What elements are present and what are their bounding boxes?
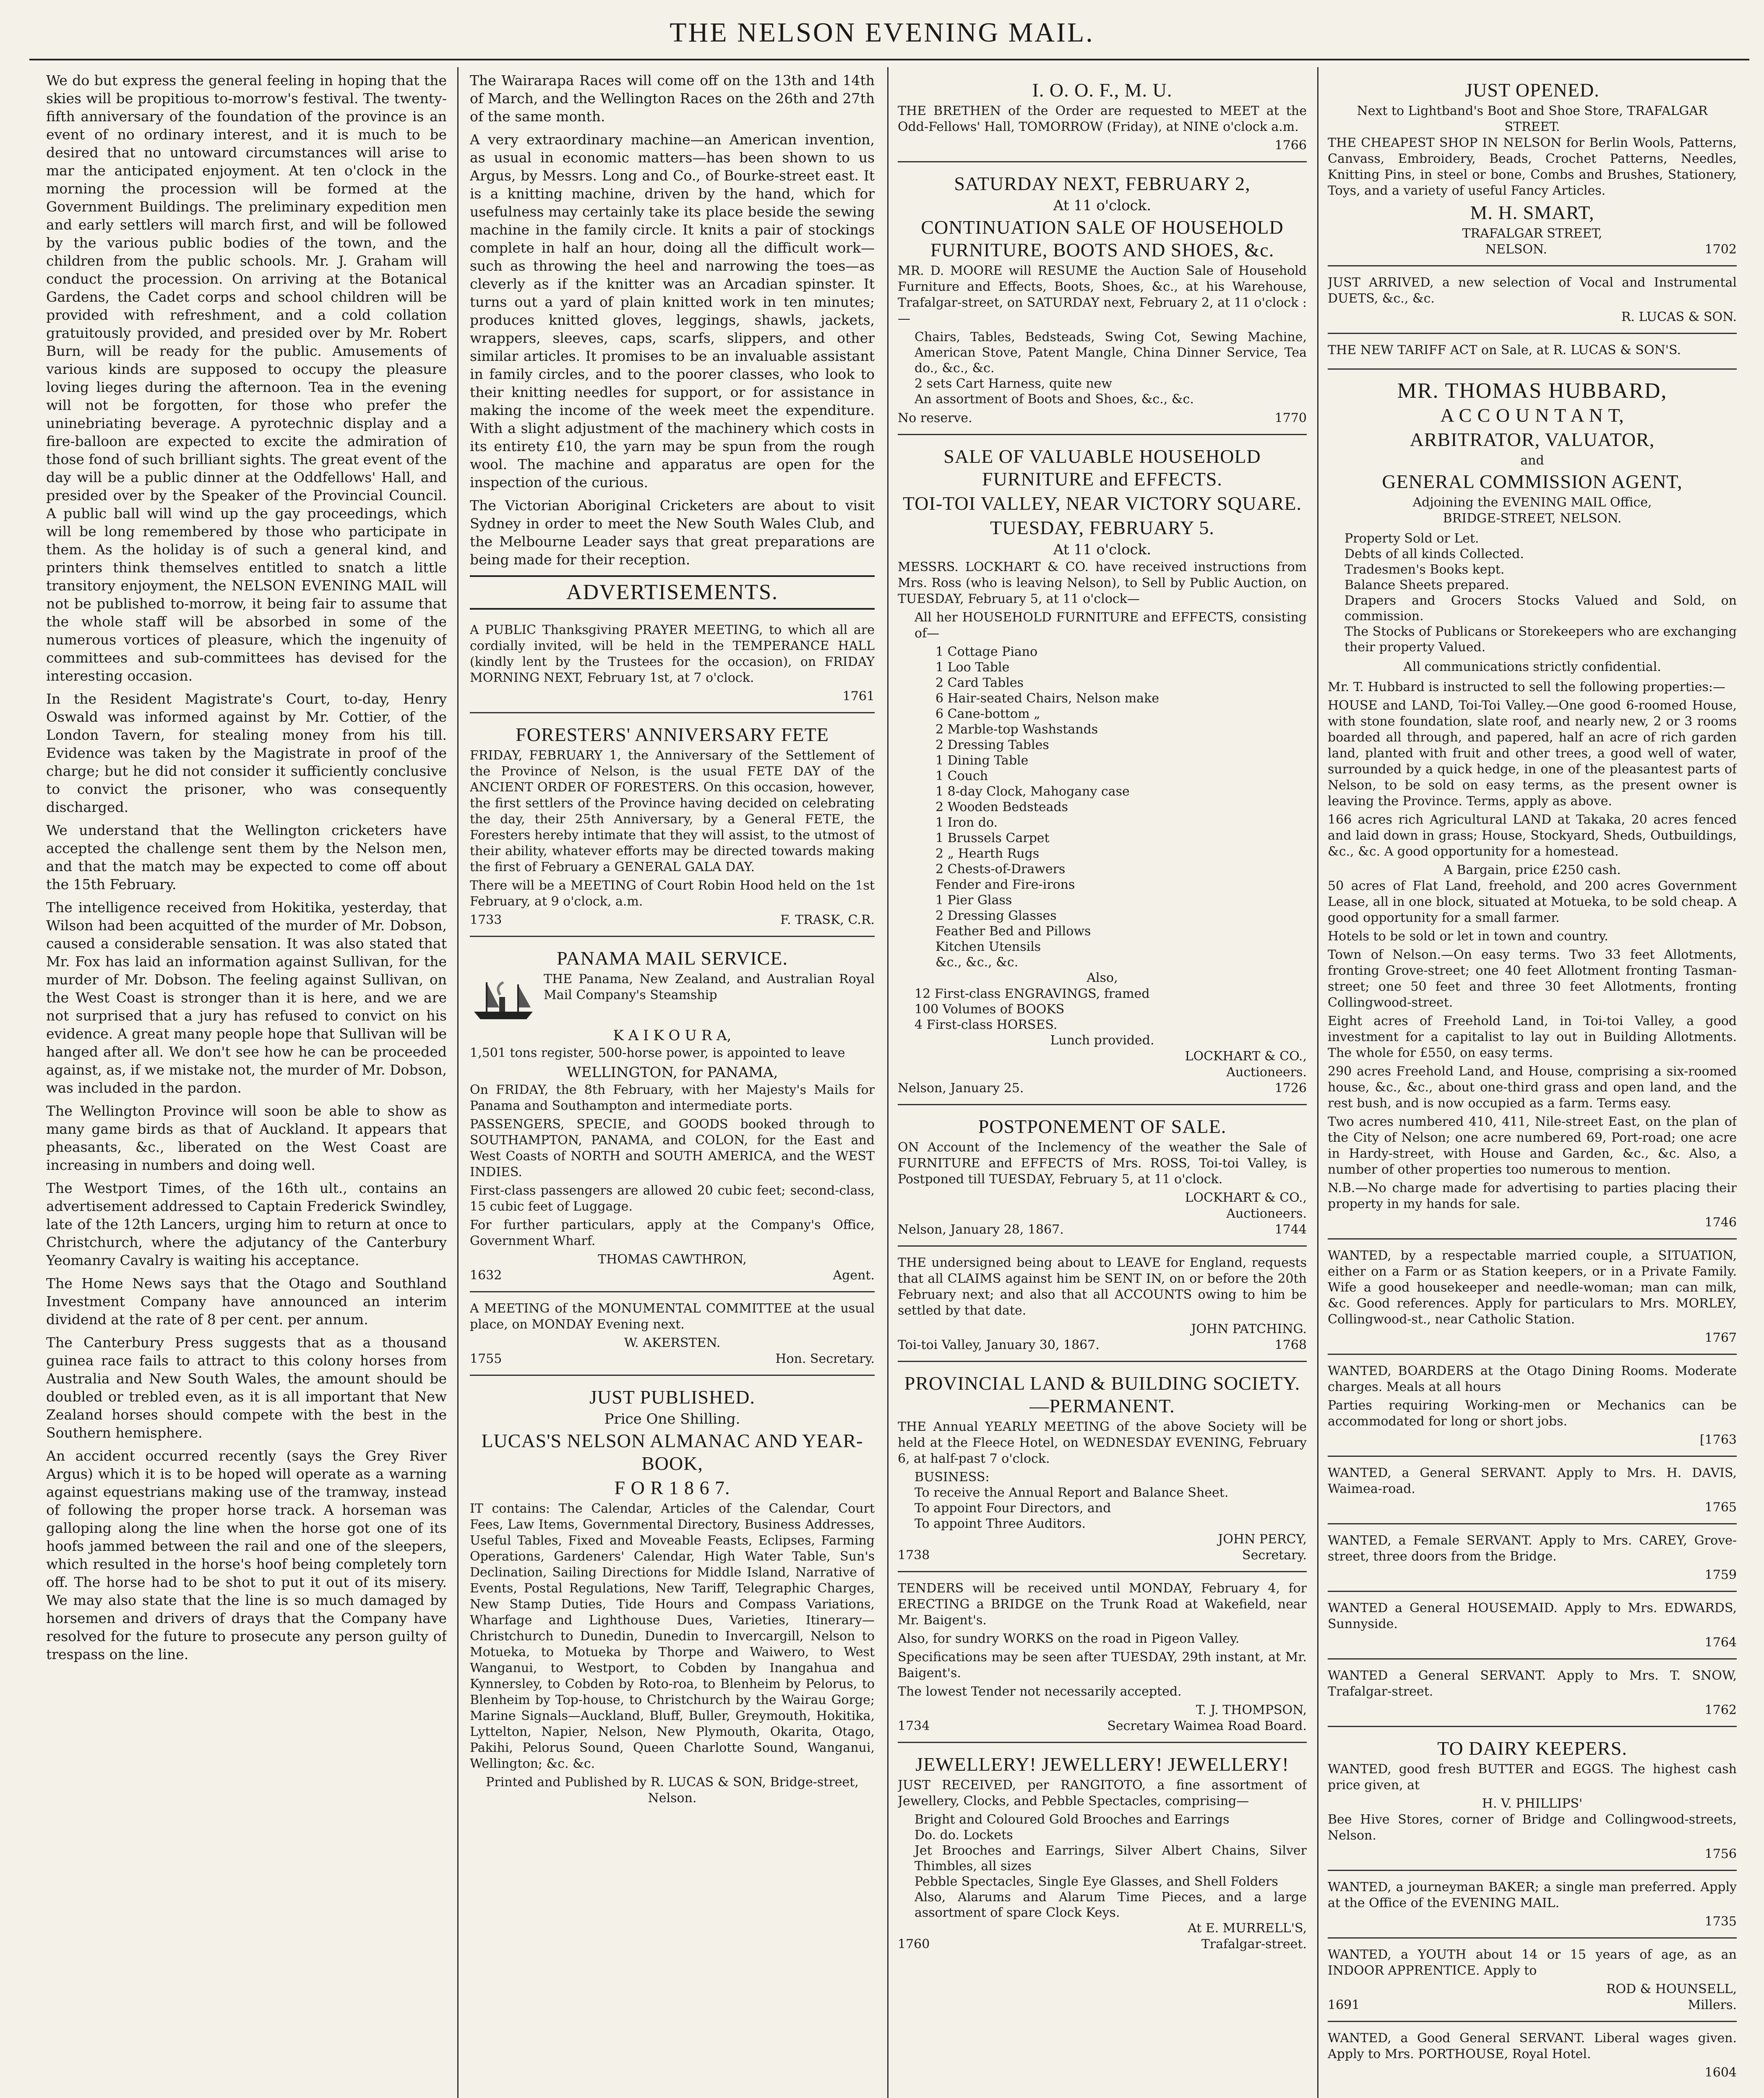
ad-heading: FORESTERS' ANNIVERSARY FETE [516, 724, 829, 745]
news-paragraph: The Wairarapa Races will come off on the 13th and 14th of March, and the Wellington Races on the 26th and 27th of the same month. [470, 72, 875, 125]
ad-role: Secretary Waimea Road Board. [1107, 1719, 1307, 1733]
foresters-ad [470, 716, 875, 937]
ad-body: All her HOUSEHOLD FURNITURE and EFFECTS, consisting of— [915, 610, 1307, 641]
ad-address: BRIDGE-STREET, NELSON. [1443, 511, 1622, 526]
ad-role: Auctioneers. [1226, 1206, 1307, 1221]
route: WELLINGTON, for PANAMA, [566, 1064, 778, 1081]
ad-number: 1702 [1704, 242, 1737, 257]
ad-number: 1767 [1704, 1331, 1737, 1345]
ad-address: Adjoining the EVENING MAIL Office, [1412, 495, 1652, 510]
ad-heading: TOI-TOI VALLEY, NEAR VICTORY SQUARE. [903, 493, 1302, 514]
list-item: Drapers and Grocers Stocks Valued and Sold, on commission. [1344, 593, 1737, 624]
ad-body: Parties requiring Working-men or Mechanics can be accommodated for long or short jobs. [1328, 1398, 1737, 1429]
ad-role: Millers. [1688, 1998, 1737, 2012]
ad-number: 1762 [1704, 1703, 1737, 1717]
list-item: 1 Cottage Piano [935, 645, 1038, 659]
ad-list: Chairs, Tables, Bedsteads, Swing Cot, Sewing Machine, American Stove, Patent Mangle, China Dinner Service, Tea do., &c., &c. [915, 330, 1307, 376]
list-item: Do. do. Lockets [915, 1828, 1013, 1842]
list-item: Property Sold or Let. [1344, 531, 1479, 546]
ad-body: For further particulars, apply at the Company's Office, Government Wharf. [470, 1218, 875, 1248]
ad-body: THE CHEAPEST SHOP IN NELSON for Berlin Wools, Patterns, Canvass, Embroidery, Beads, Crochet Patterns, Needles, Knitting Pins, in steel or bone, Combs and Brushes, Stationery, Toys, and a variety of useful Fancy Articles. [1328, 136, 1737, 198]
ad-body: A MEETING of the MONUMENTAL COMMITTEE at the usual place, on MONDAY Evening next. [470, 1301, 875, 1332]
ad-signature: JOHN PATCHING. [1191, 1322, 1307, 1336]
ad-date: Nelson, January 28, 1867. [898, 1222, 1064, 1237]
masthead-rule [29, 59, 1749, 60]
ad-heading: JUST OPENED. [1465, 79, 1600, 101]
list-item: Tradesmen's Books kept. [1344, 562, 1505, 577]
youth-ad [1328, 1941, 1737, 2022]
ad-number: 1765 [1704, 1500, 1737, 1515]
news-paragraph: We do but express the general feeling in hoping that the skies will be propitious to-morrow's festival. The twenty-fifth anniversary of the foundation of the province is an event of no ordinary interest, and it is much to be desired that no untoward circumstances will arise to mar the anticipated enjoyment. At ten o'clock in the morning the procession will be formed at the Government Buildings. The preliminary expedition men and early settlers will march first, and will be followed by the various public bodies of the town, and the children from the public schools. Mr. J. Graham will conduct the procession. On arriving at the Botanical Gardens, the Cadet corps and school children will be provided with refreshment, and a cold collation gratuitously provided, and presided over by Mr. Robert Burn, will be ready for the public. Amusements of various kinds are supposed to occupy the pleasure loving lieges during the afternoon. Tea in the evening will not be forgotten, for those who prefer the uninebriating beverage. A pyrotechnic display and a fire-balloon are expected to excite the admiration of those fond of such brilliant sights. The great event of the day will be a public dinner at the Oddfellows' Hall, and presided over by the Speaker of the Provincial Council. A public ball will wind up the gay proceedings, which will be long remembered by those who participate in them. As the holiday is of such a general kind, and printers think themselves entitled to snatch a little transitory enjoyment, the NELSON EVENING MAIL will not be published to-morrow, it being fair to assume that the whole staff will be absorbed in some of the numerous vortices of pleasure, which the ingenuity of committees and sub-committees has devised for the interesting occasion. [46, 72, 447, 684]
prayer-meeting-ad [470, 616, 875, 713]
news-paragraph: The Wellington Province will soon be able to show as many game birds as that of Auckland. It appears that pheasants, &c., liberated on the West Coast are increasing in numbers and doing well. [46, 1103, 447, 1173]
news-paragraph: The Home News says that the Otago and Southland Investment Company have announced an interim dividend at the rate of 8 per cent. per annum. [46, 1275, 447, 1328]
postponement-ad [898, 1108, 1307, 1247]
wanted-ad [1328, 1242, 1737, 1355]
ad-body: THE Annual YEARLY MEETING of the above Society will be held at the Fleece Hotel, on WEDNESDAY EVENING, February 6, at half-past 7 o'clock. [898, 1420, 1307, 1466]
ad-body: First-class passengers are allowed 20 cubic feet; second-class, 15 cubic feet of Luggage. [470, 1183, 875, 1214]
ad-body: ON Account of the Inclemency of the weather the Sale of FURNITURE and EFFECTS of Mrs. ROSS, Toi-toi Valley, is Postponed till TUESDAY, February 5, at 11 o'clock. [898, 1140, 1307, 1187]
list-item: Fender and Fire-irons [935, 877, 1075, 892]
ad-body: Also, [1087, 971, 1118, 985]
ad-body: To receive the Annual Report and Balance Sheet. [915, 1485, 1229, 1500]
furniture-list [898, 644, 1307, 970]
services-list [1328, 531, 1737, 655]
ad-role: Auctioneers. [1226, 1065, 1307, 1080]
list-item: 1 Loo Table [935, 660, 1010, 675]
ad-body: FRIDAY, FEBRUARY 1, the Anniversary of the Settlement of the Province of Nelson, is the usual FETE DAY of the ANCIENT ORDER OF FORESTERS. On this occasion, however, the first settlers of the Province having decided on celebrating the day, their 25th Anniversary, by a General FETE, the Foresters hereby intimate that they will assist, to the utmost of their ability, whatever efforts may be directed towards making the first of February a GENERAL GALA DAY. [470, 748, 875, 874]
printer-imprint: Printed and Published by R. LUCAS & SON, Bridge-street, Nelson. [486, 1775, 859, 1806]
ad-body: 166 acres rich Agricultural LAND at Takaka, 20 acres fenced and laid down in grass; House, Stockyard, Sheds, Outbuildings, &c., &c. A good opportunity for a homestead. [1328, 812, 1737, 859]
ad-address: Trafalgar-street. [1201, 1937, 1307, 1952]
ad-time: At 11 o'clock. [1053, 541, 1152, 558]
ad-heading: TUESDAY, FEBRUARY 5. [990, 517, 1214, 538]
ad-price: Price One Shilling. [604, 1411, 740, 1427]
ad-signature: ROD & HOUNSELL, [1606, 1982, 1737, 1996]
dairy-ad [1328, 1730, 1737, 1871]
ad-body: Next to Lightband's Boot and Shoe Store, TRAFALGAR STREET. [1357, 104, 1708, 134]
ad-body: WANTED a General HOUSEMAID. Apply to Mrs. EDWARDS, Sunnyside. [1328, 1601, 1737, 1631]
ad-time: At 11 o'clock. [1053, 197, 1152, 214]
list-item: The Stocks of Publicans or Storekeepers who are exchanging their property Valued. [1344, 624, 1737, 655]
ad-number: 1766 [1274, 138, 1307, 153]
advertisements-heading: ADVERTISEMENTS. [566, 580, 778, 604]
ad-address: Bee Hive Stores, corner of Bridge and Collingwood-streets, Nelson. [1328, 1812, 1737, 1843]
ad-heading: MR. THOMAS HUBBARD, [1397, 379, 1668, 403]
list-item: Jet Brooches and Earrings, Silver Albert Chains, Silver Thimbles, all sizes [915, 1843, 1307, 1874]
ad-role: Agent. [833, 1268, 875, 1283]
ad-body: Hotels to be sold or let in town and country. [1328, 929, 1608, 944]
ad-body: A Bargain, price £250 cash. [1444, 863, 1621, 877]
ad-signature: H. V. PHILLIPS' [1482, 1796, 1583, 1811]
ad-body: 290 acres Freehold Land, and House, comprising a six-roomed house, &c., &c., about one-third grass and open land, and the rest bush, and is now occupied as a farm. Terms easy. [1328, 1064, 1737, 1111]
baker-ad [1328, 1874, 1737, 1939]
ad-heading: PANAMA MAIL SERVICE. [557, 947, 788, 969]
monument-ad [470, 1295, 875, 1376]
ad-body: THE NEW TARIFF ACT on Sale, at R. LUCAS & SON'S. [1328, 343, 1681, 357]
ad-body: JUST ARRIVED, a new selection of Vocal and Instrumental DUETS, &c., &c. [1328, 275, 1737, 306]
porthouse-ad [1328, 2025, 1737, 2088]
ad-heading: JEWELLERY! JEWELLERY! JEWELLERY! [915, 1754, 1289, 1775]
ad-heading: SATURDAY NEXT, FEBRUARY 2, [954, 173, 1251, 194]
ad-body: MR. D. MOORE will RESUME the Auction Sale of Household Furniture and Effects, Boots, Shoes, &c., at his Warehouse, Trafalgar-street, on SATURDAY next, February 2, at 11 o'clock :— [898, 264, 1307, 326]
news-paragraph: In the Resident Magistrate's Court, to-day, Henry Oswald was informed against by Mr. Cottier, of the London Tavern, for stealing money from his till. Evidence was taken by the Magistrate in proof of the charge; but he did not consider it sufficiently conclusive to convict the prisoner, who was consequently discharged. [46, 691, 447, 815]
ad-body: Mr. T. Hubbard is instructed to sell the following properties:— [1328, 680, 1726, 694]
ad-number: 1691 [1328, 1998, 1360, 2012]
ad-signature: At E. MURRELL'S, [1188, 1921, 1307, 1936]
ad-body: WANTED, by a respectable married couple, a SITUATION, either on a Farm or as Station keepers, or in a Private Family. Wife a good housekeeper and needle-woman; man can milk, &c. Good references. Apply for particulars to Mrs. MORLEY, Collingwood-st., near Catholic Station. [1328, 1248, 1737, 1327]
ad-date: Nelson, January 25. [898, 1081, 1024, 1096]
list-item: Pebble Spectacles, Single Eye Glasses, and Shell Folders [915, 1874, 1278, 1889]
ad-heading: JUST PUBLISHED. [589, 1386, 755, 1408]
list-item: 6 Hair-seated Chairs, Nelson make [935, 691, 1159, 706]
ad-body: Specifications may be seen after TUESDAY, 29th instant, at Mr. Baigent's. [898, 1650, 1307, 1680]
jewellery-ad [898, 1746, 1307, 1960]
list-item: Also, Alarums and Alarum Time Pieces, and a large assortment of spare Clock Keys. [915, 1890, 1307, 1920]
building-society-ad [898, 1365, 1307, 1572]
column-4 [1328, 71, 1737, 2098]
ad-body: On FRIDAY, the 8th February, with her Majesty's Mails for Panama and Southampton and intermediate ports. [470, 1083, 875, 1113]
ad-body: TENDERS will be received until MONDAY, February 4, for ERECTING a BRIDGE on the Trunk Road at Wakefield, near Mr. Baigent's. [898, 1581, 1307, 1628]
also-list [898, 986, 1307, 1033]
hubbard-ad [1328, 372, 1737, 1239]
duets-ad [1328, 269, 1737, 334]
ad-list: 2 sets Cart Harness, quite new [915, 376, 1113, 391]
list-item: 1 Pier Glass [935, 893, 1012, 908]
ad-number: 1761 [842, 689, 875, 704]
ad-body: WANTED, a General SERVANT. Apply to Mrs. H. DAVIS, Waimea-road. [1328, 1466, 1737, 1496]
tariff-ad [1328, 337, 1737, 370]
advertisements-banner [470, 575, 875, 610]
ad-body: Also, for sundry WORKS on the road in Pigeon Valley. [898, 1631, 1240, 1646]
ad-signature: THOMAS CAWTHRON, [598, 1252, 747, 1267]
ad-signature: M. H. SMART, [1470, 202, 1595, 223]
ad-heading: A C C O U N T A N T, [1440, 404, 1624, 426]
ad-number: 1726 [1274, 1081, 1307, 1096]
ad-heading: ARBITRATOR, VALUATOR, [1410, 429, 1655, 450]
ad-year: F O R 1 8 6 7. [614, 1477, 730, 1498]
ad-body: THE Panama, New Zealand, and Australian Royal Mail Company's Steamship [544, 972, 875, 1002]
ad-number: 1755 [470, 1352, 502, 1366]
ad-number: 1759 [1704, 1568, 1737, 1582]
column-1-news [46, 71, 447, 2098]
ad-number: 1746 [1704, 1215, 1737, 1230]
ad-body: A PUBLIC Thanksgiving PRAYER MEETING, to which all are cordially invited, will be held in the TEMPERANCE HALL (kindly lent by the Trustees for the occasion), on FRIDAY MORNING NEXT, February 1st, at 7 o'clock. [470, 623, 875, 685]
patching-ad [898, 1249, 1307, 1362]
ad-number: 1734 [898, 1719, 930, 1733]
wanted-ad [1328, 1594, 1737, 1660]
ad-signature: LOCKHART & CO., [1185, 1049, 1307, 1064]
jewellery-list [898, 1812, 1307, 1921]
list-item: 2 Wooden Bedsteads [935, 800, 1068, 814]
column-rule [457, 67, 459, 2098]
tenders-ad [898, 1575, 1307, 1743]
list-item: 2 Dressing Glasses [935, 908, 1057, 923]
ad-body: 1,501 tons register, 500-horse power, is appointed to leave [470, 1046, 845, 1060]
ad-signature: JOHN PERCY, [1218, 1532, 1307, 1547]
ad-heading: GENERAL COMMISSION AGENT, [1382, 471, 1683, 492]
ad-body: WANTED, a Female SERVANT. Apply to Mrs. CAREY, Grove-street, three doors from the Bridge. [1328, 1533, 1737, 1564]
list-item: 1 Couch [935, 769, 988, 783]
list-item: 12 First-class ENGRAVINGS, framed [915, 986, 1150, 1001]
ad-body: There will be a MEETING of Court Robin Hood held on the 1st February, at 9 o'clock, a.m. [470, 878, 875, 909]
wanted-ad [1328, 1527, 1737, 1592]
column-rule [887, 67, 889, 2098]
list-item: &c., &c., &c. [935, 955, 1019, 970]
ad-heading: CONTINUATION SALE OF HOUSEHOLD FURNITURE, BOOTS AND SHOES, &c. [921, 217, 1284, 261]
lockhart-sale-ad [898, 438, 1307, 1105]
masthead: THE NELSON EVENING MAIL. [670, 17, 1094, 48]
ad-body: Lunch provided. [1050, 1033, 1154, 1048]
ad-number: 1632 [470, 1268, 502, 1283]
ad-body: MESSRS. LOCKHART & CO. have received instructions from Mrs. Ross (who is leaving Nelson), to Sell by Public Auction, on TUESDAY, February 5, at 11 o'clock— [898, 560, 1307, 606]
news-paragraph: The Westport Times, of the 16th ult., contains an advertisement addressed to Captain Frederick Swindley, late of the 12th Lancers, urging him to return at once to Christchurch, where the adjutancy of the Canterbury Yeomanry Cavalry is waiting his acceptance. [46, 1180, 447, 1268]
ad-signature: T. J. THOMPSON, [1196, 1703, 1307, 1717]
ad-body: and [1520, 453, 1544, 468]
ad-address: NELSON. [1485, 242, 1547, 257]
list-item: 2 Marble-top Washstands [935, 722, 1098, 737]
ad-role: Secretary. [1242, 1548, 1307, 1563]
ad-body: WANTED, a Good General SERVANT. Liberal wages given. Apply to Mrs. PORTHOUSE, Royal Hotel. [1328, 2031, 1737, 2061]
ad-body: To appoint Three Auditors. [915, 1516, 1086, 1531]
list-item: Balance Sheets prepared. [1344, 578, 1509, 592]
steamship-icon [470, 974, 537, 1024]
ad-title: LUCAS'S NELSON ALMANAC AND YEAR-BOOK, [481, 1430, 863, 1474]
ad-number: [1763 [1699, 1433, 1737, 1447]
ad-date: Toi-toi Valley, January 30, 1867. [898, 1338, 1100, 1352]
list-item: 1 8-day Clock, Mahogany case [935, 784, 1130, 799]
list-item: Bright and Coloured Gold Brooches and Earrings [915, 1812, 1230, 1827]
ad-body: The lowest Tender not necessarily accepted. [898, 1684, 1182, 1699]
ad-signature: F. TRASK, C.R. [780, 913, 875, 927]
ad-number: 1768 [1274, 1338, 1307, 1352]
ad-body: BUSINESS: [915, 1470, 990, 1485]
ad-heading: I. O. O. F., M. U. [1032, 79, 1173, 101]
ad-heading: TO DAIRY KEEPERS. [1437, 1738, 1627, 1759]
news-paragraph: The Victorian Aboriginal Cricketers are about to visit Sydney in order to meet the New South Wales Club, and the Melbourne Leader says that great preparations are being made for their reception. [470, 497, 875, 568]
list-item: 2 „ Hearth Rugs [935, 846, 1040, 861]
ad-number: 1770 [1274, 411, 1307, 425]
ad-body: WANTED, a journeyman BAKER; a single man preferred. Apply at the Office of the EVENING MAIL. [1328, 1880, 1737, 1910]
ad-body: WANTED, a YOUTH about 14 or 15 years of age, as an INDOOR APPRENTICE. Apply to [1328, 1947, 1737, 1978]
list-item: 6 Cane-bottom „ [935, 707, 1040, 721]
ad-body: Town of Nelson.—On easy terms. Two 33 feet Allotments, fronting Grove-street; one 40 feet Allotment fronting Tasman-street; one 50 feet and three 30 feet Allotments, fronting Collingwood-street. [1328, 947, 1737, 1010]
ad-body: To appoint Four Directors, and [915, 1501, 1111, 1516]
list-item: Debts of all kinds Collected. [1344, 547, 1524, 561]
ad-heading: SALE OF VALUABLE HOUSEHOLD FURNITURE and EFFECTS. [943, 446, 1261, 490]
list-item: 4 First-class HORSES. [915, 1018, 1058, 1032]
list-item: 1 Brussels Carpet [935, 831, 1050, 845]
list-item: 2 Chests-of-Drawers [935, 862, 1066, 877]
list-item: 1 Dining Table [935, 753, 1029, 768]
news-paragraph: The intelligence received from Hokitika, yesterday, that Wilson had been acquitted of the murder of Mr. Dobson, caused a considerable sensation. It was also stated that Mr. Fox has laid an information against Sullivan, for the murder of Mr. Dobson. The feeling against Sullivan, on the West Coast is stronger than it is here, and we are not surprised that a jury has refused to convict on his evidence. A great many people hope that Sullivan will be hanged after all. We don't see how he can be proceeded against, as, if we mistake not, the murder of Mr. Dobson, was included in the pardon. [46, 899, 447, 1096]
ad-note: No reserve. [898, 411, 972, 425]
ad-role: Hon. Secretary. [775, 1352, 875, 1366]
news-paragraph: A very extraordinary machine—an American invention, as usual in economic matters—has been shown to us Argus, by Messrs. Long and Co., of Bourke-street east. It is a knitting machine, driven by the hand, which for usefulness may certainly take its place beside the sewing machine in the family circle. It knits a pair of stockings complete in half an hour, doing all the difficult work—such as throwing the heel and narrowing the toes—as cleverly as if the knitter was an Arcadian spinster. It turns out a yard of plain knitted work in ten minutes; produces knitted gloves, leggings, shawls, jackets, wrappers, sleeves, caps, scarfs, slippers, and other similar articles. It promises to be an invaluable assistant in family circles, and to the poorer classes, who look to their knitting needles for support, or for assistance in making the income of the week meet the expenditure. With a slight adjustment of the machinery which costs in its entirety £10, the yarn may be spun from the rough wool. The machine and apparatus are open for the inspection of the curious. [470, 131, 875, 491]
panama-mail-ad [470, 939, 875, 1292]
ad-number: 1756 [1704, 1847, 1737, 1861]
ad-body: PASSENGERS, SPECIE, and GOODS booked through to SOUTHAMPTON, PANAMA, and COLON, for the East and West Coasts of NORTH and SOUTH AMERICA, and the WEST INDIES. [470, 1117, 875, 1179]
wanted-ad [1328, 1662, 1737, 1727]
ad-body: WANTED, BOARDERS at the Otago Dining Rooms. Moderate charges. Meals at all hours [1328, 1364, 1737, 1394]
list-item: 100 Volumes of BOOKS [915, 1002, 1065, 1017]
moore-auction-ad [898, 165, 1307, 435]
ad-heading: POSTPONEMENT OF SALE. [978, 1116, 1227, 1137]
column-2 [470, 71, 875, 2098]
list-item: 1 Iron do. [935, 815, 998, 830]
ad-body: IT contains: The Calendar, Articles of the Calendar, Court Fees, Law Items, Governmental Directory, Business Addresses, Useful Tables, Fixed and Moveable Feasts, Eclipses, Farming Operations, Gardeners' Calendar, High Water Table, Sun's Declination, Sailing Directions for Middle Island, Narrative of Events, Postal Regulations, New Tariff, Telegraphic Charges, New Stamp Duties, Tide Hours and Compass Variations, Wharfage and Lighthouse Dues, Varieties, Itinerary—Christchurch to Dunedin, Dunedin to Invercargill, Nelson to Motueka, to Motueka by Thorpe and Waiwero, to West Wanganui, to Westport, to Cobden by Inangahua and Kynnersley, to Cobden by Roto-roa, to Blenheim by Pelorus, to Blenheim by Top-house, to Christchurch by the Wairau Gorge; Marine Signals—Auckland, Bluff, Buller, Greymouth, Hokitika, Lyttelton, Napier, Nelson, New Plymouth, Okarita, Otago, Pakihi, Pelorus Sound, Queen Charlotte Sound, Wanganui, Wellington; &c. &c. [470, 1501, 875, 1771]
ad-number: 1764 [1704, 1635, 1737, 1650]
column-rule [1317, 67, 1318, 2098]
ad-body: 50 acres of Flat Land, freehold, and 200 acres Government Lease, all in one block, situated at Motueka, to be sold cheap. A good opportunity for a small farmer. [1328, 879, 1737, 925]
list-item: 2 Card Tables [935, 676, 1024, 690]
ad-body: WANTED, good fresh BUTTER and EGGS. The highest cash price given, at [1328, 1762, 1737, 1793]
column-3 [898, 71, 1307, 2098]
ad-signature: W. AKERSTEN. [624, 1336, 721, 1350]
ad-number: 1738 [898, 1548, 930, 1563]
ad-signature: R. LUCAS & SON. [1621, 310, 1737, 324]
ad-list: An assortment of Boots and Shoes, &c., &c. [915, 392, 1194, 407]
ad-signature: LOCKHART & CO., [1185, 1190, 1307, 1205]
ad-body: HOUSE and LAND, Toi-Toi Valley.—One good 6-roomed House, with stone foundation, slate roof, and nearly new, 2 or 3 rooms boarded all through, and papered, half an acre of rich garden land, planted with fruit and other trees, a good well of water, surrounded by a quick hedge, in one of the pleasantest parts of Nelson, to be sold on easy terms, as the present owner is leaving the Province. Terms, apply as above. [1328, 698, 1737, 809]
wanted-ad [1328, 1459, 1737, 1524]
almanac-ad [470, 1378, 875, 1814]
news-paragraph: An accident occurred recently (says the Grey River Argus) which it is to be hoped will operate as a warning against equestrians making use of the tramway, instead of following the proper horse track. A horseman was galloping along the line when the horse got one of its hoofs jammed between the rail and one of the sleepers, which resulted in the horse's hoof being completely torn off. The horse had to be shot to put it out of its misery. We may also state that the line is so much damaged by horsemen and drivers of drays that the Company have resolved for the future to prosecute any person guilty of trespass on the line. [46, 1448, 447, 1662]
ad-body: JUST RECEIVED, per RANGITOTO, a fine assortment of Jewellery, Clocks, and Pebble Spectacles, comprising— [898, 1778, 1307, 1808]
just-opened-ad [1328, 71, 1737, 266]
ad-address: TRAFALGAR STREET, [1462, 226, 1602, 241]
news-paragraph: We understand that the Wellington cricketers have accepted the challenge sent them by the Nelson men, and that the match may be expected to come off about the 15th February. [46, 822, 447, 892]
ad-body: WANTED a General SERVANT. Apply to Mrs. T. SNOW, Trafalgar-street. [1328, 1668, 1737, 1699]
ad-heading: PROVINCIAL LAND & BUILDING SOCIETY.—PERMANENT. [904, 1373, 1300, 1417]
ad-body: Eight acres of Freehold Land, in Toi-toi Valley, a good investment for a capitalist to lay out in Building Allotments. The whole for £550, on easy terms. [1328, 1014, 1737, 1060]
ad-body: Two acres numbered 410, 411, Nile-street East, on the plan of the City of Nelson; one acre numbered 69, Port-road; one acre in Hardy-street, with House and Garden, &c., &c. Also, a number of other properties too numerous to mention. [1328, 1114, 1737, 1177]
news-paragraph: The Canterbury Press suggests that as a thousand guinea race fails to attract to this colony horses from Australia and New South Wales, the amount should be doubled or trebled even, as it is all important that New Zealand horses should compete with the best in the Southern hemisphere. [46, 1334, 447, 1441]
ship-name: K A I K O U R A, [613, 1027, 732, 1044]
ad-number: 1733 [470, 913, 502, 927]
oddfellows-ad [898, 71, 1307, 162]
list-item: Feather Bed and Pillows [935, 924, 1091, 939]
ad-number: 1604 [1704, 2065, 1737, 2080]
wanted-ad [1328, 1357, 1737, 1457]
list-item: Kitchen Utensils [935, 939, 1041, 954]
ad-body: THE BRETHEN of the Order are requested to MEET at the Odd-Fellows' Hall, TOMORROW (Friday), at NINE o'clock a.m. [898, 104, 1307, 134]
ad-number: 1735 [1704, 1914, 1737, 1929]
ad-number: 1760 [898, 1937, 930, 1952]
list-item: 2 Dressing Tables [935, 738, 1049, 752]
ad-body: N.B.—No charge made for advertising to parties placing their property in my hands for sale. [1328, 1181, 1737, 1211]
ad-body: THE undersigned being about to LEAVE for England, requests that all CLAIMS against him be SENT IN, on or before the 20th February next; and also that all ACCOUNTS owing to him be settled by that date. [898, 1255, 1307, 1318]
ad-number: 1744 [1274, 1222, 1307, 1237]
ad-body: All communications strictly confidential. [1403, 660, 1661, 674]
